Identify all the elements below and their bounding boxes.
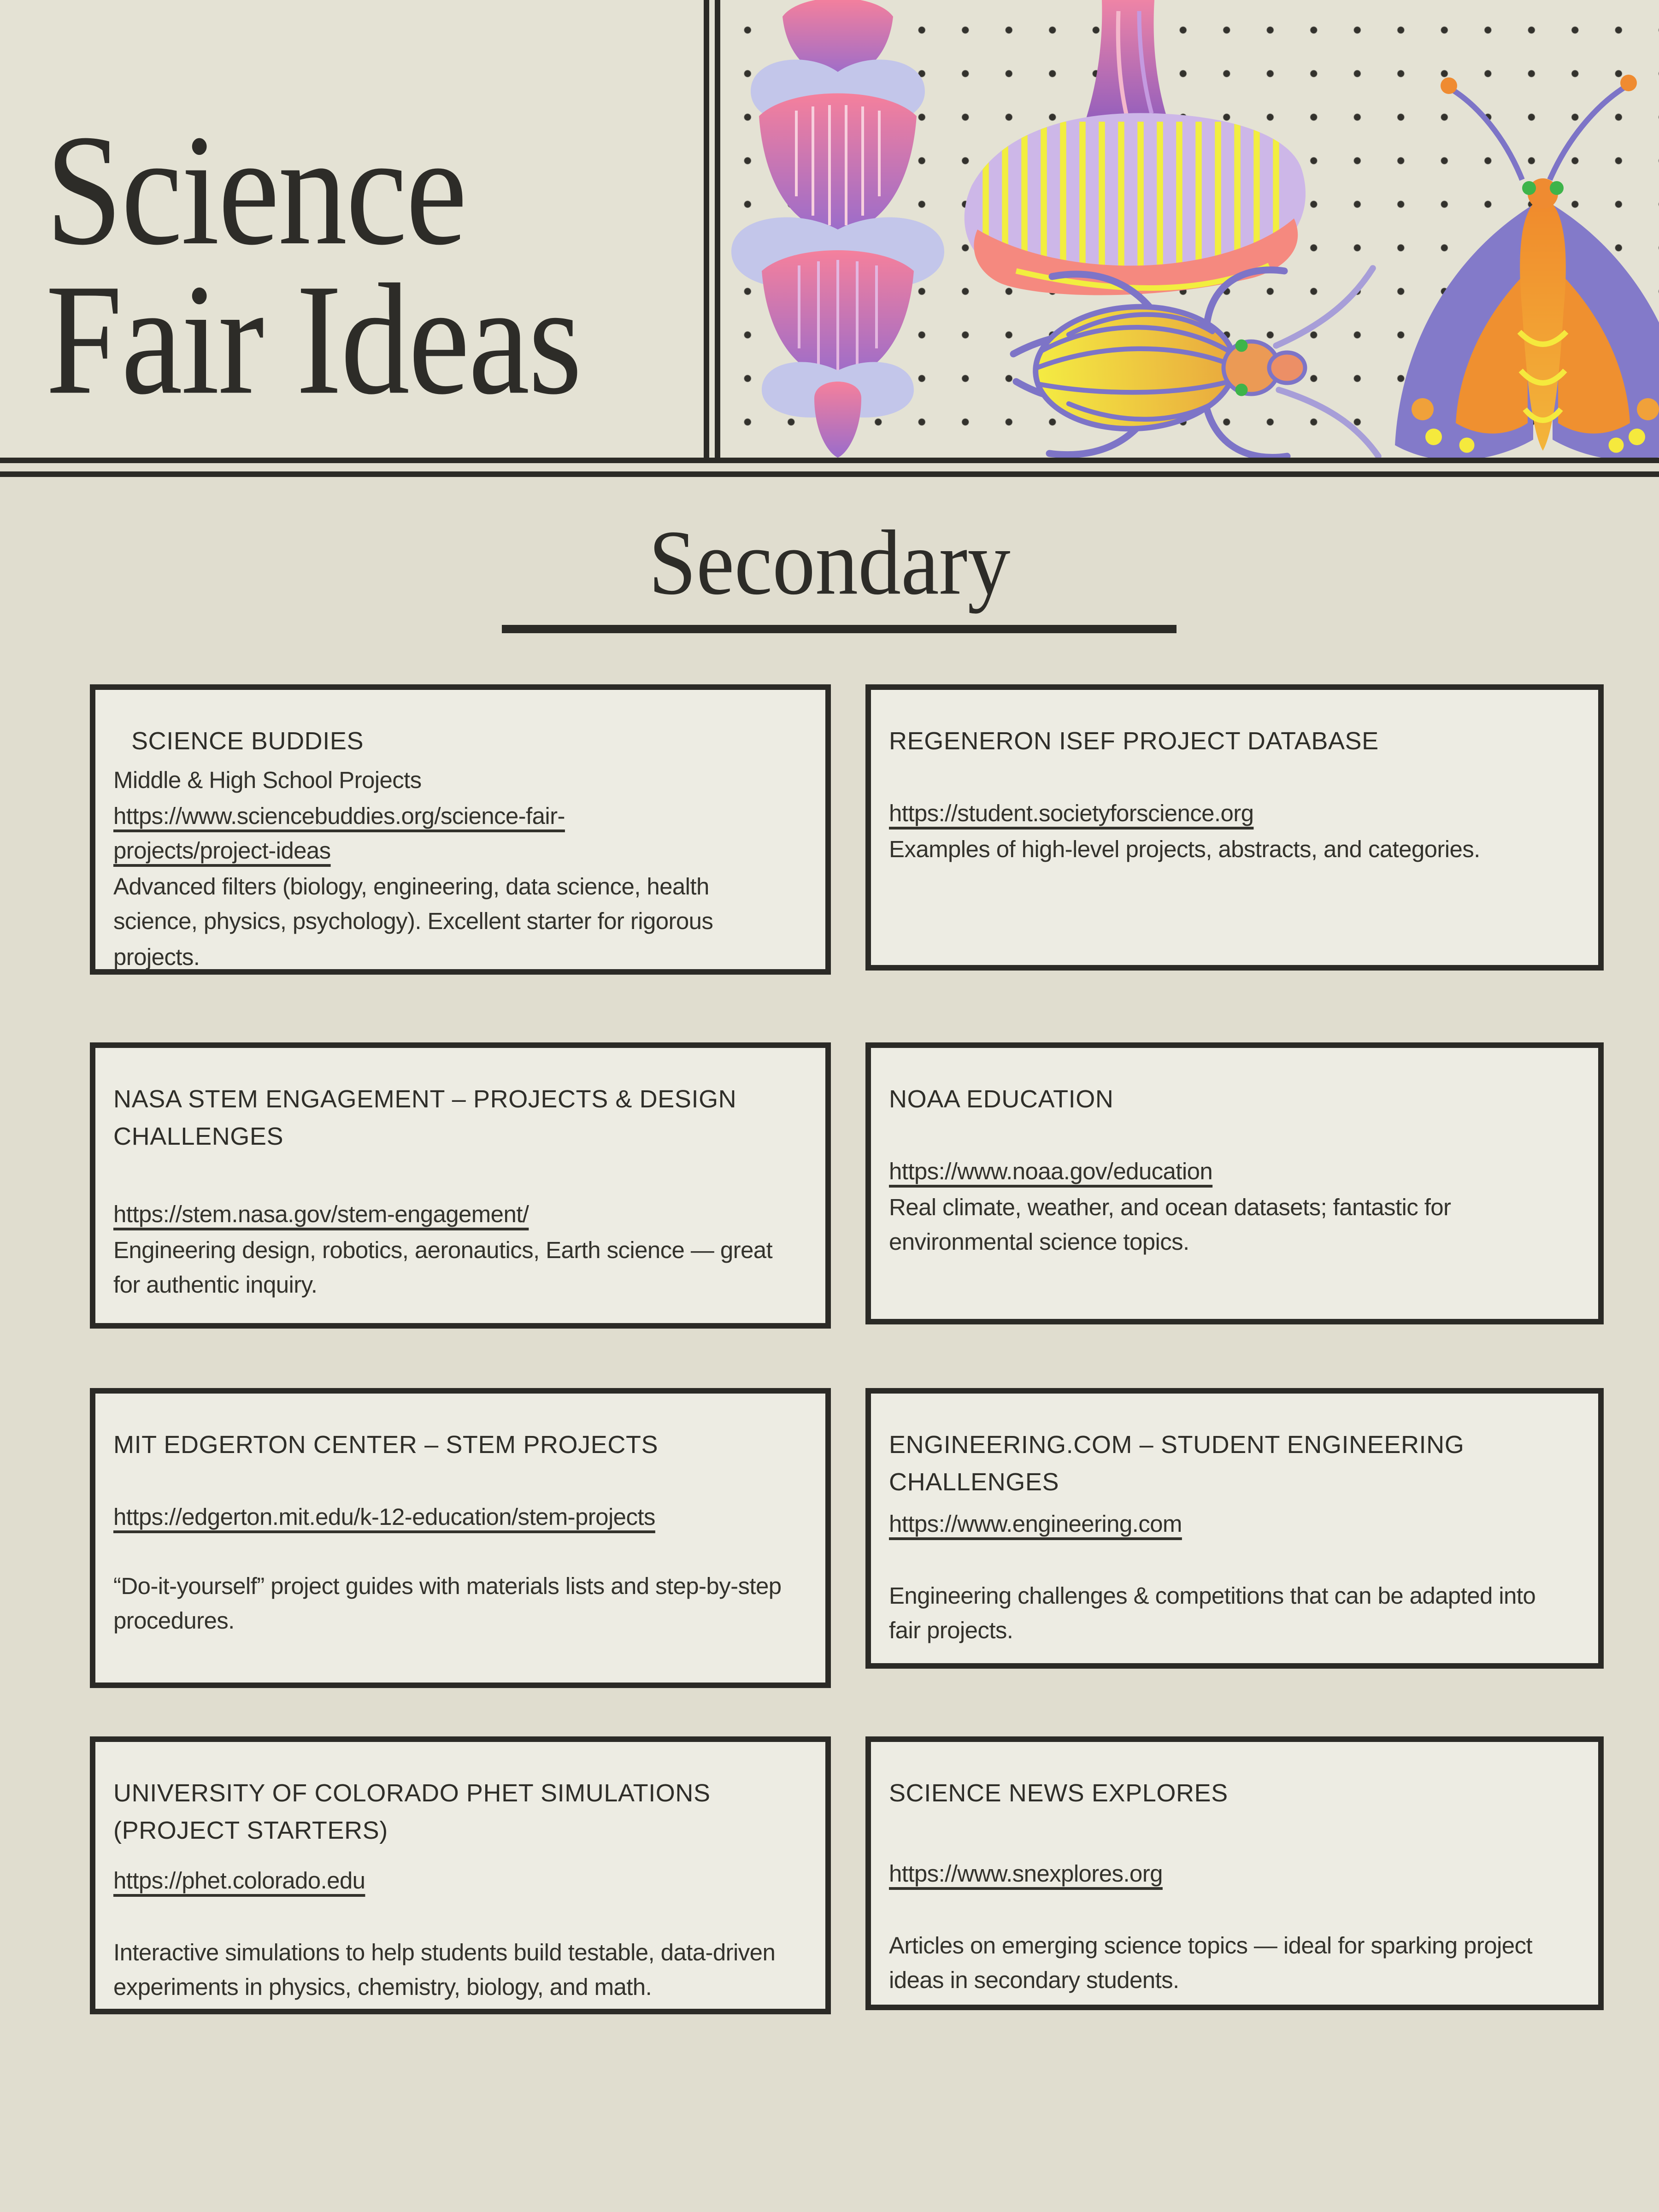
card-title: NOAA EDUCATION bbox=[889, 1085, 1114, 1113]
flat-mushroom-icon bbox=[965, 0, 1306, 295]
card-nasa-stem bbox=[90, 1042, 831, 1329]
card-description: Advanced filters (biology, engineering, data science, health science, physics, psychology). Excellent starter for rigorous projects. bbox=[113, 873, 713, 970]
card-title: NASA STEM ENGAGEMENT – PROJECTS & DESIGN CHALLENGES bbox=[113, 1085, 737, 1150]
page-title bbox=[46, 101, 581, 428]
card-title: SCIENCE BUDDIES bbox=[131, 727, 364, 755]
header-artwork bbox=[720, 0, 1659, 458]
card-phet-simulations bbox=[90, 1736, 831, 2014]
card-title: MIT EDGERTON CENTER – STEM PROJECTS bbox=[113, 1431, 659, 1459]
card-description: Engineering design, robotics, aeronautics, Earth science — great for authentic inquiry. bbox=[113, 1236, 773, 1298]
section-heading-underline bbox=[502, 625, 1177, 633]
science-buddies-link[interactable]: https://www.sciencebuddies.org/science-fair-projects/project-ideas bbox=[113, 802, 565, 864]
science-news-explores-link[interactable]: https://www.snexplores.org bbox=[889, 1861, 1163, 1887]
card-description: Articles on emerging science topics — ideal for sparking project ideas in secondary students. bbox=[889, 1932, 1532, 1994]
card-noaa-education bbox=[865, 1042, 1604, 1324]
card-title: UNIVERSITY OF COLORADO PHET SIMULATIONS (PROJECT STARTERS) bbox=[113, 1779, 711, 1844]
header-rule-bottom bbox=[0, 471, 1659, 477]
section-heading: Secondary bbox=[648, 513, 1011, 615]
beetle-icon bbox=[1013, 268, 1378, 458]
card-engineering-com bbox=[865, 1388, 1604, 1669]
header-divider-line-1 bbox=[704, 0, 709, 458]
card-regeneron-isef bbox=[865, 684, 1604, 971]
card-description: Real climate, weather, and ocean datasets; fantastic for environmental science topics. bbox=[889, 1194, 1451, 1255]
noaa-education-link[interactable]: https://www.noaa.gov/education bbox=[889, 1159, 1213, 1185]
card-title: REGENERON ISEF PROJECT DATABASE bbox=[889, 727, 1379, 755]
engineering-com-link[interactable]: https://www.engineering.com bbox=[889, 1511, 1182, 1537]
card-description: “Do-it-yourself” project guides with materials lists and step-by-step procedures. bbox=[113, 1572, 782, 1634]
mushroom-stack-icon bbox=[731, 0, 944, 458]
insects-mushrooms-illustration bbox=[720, 0, 1659, 458]
card-science-buddies bbox=[90, 684, 831, 975]
poster-header bbox=[0, 0, 1659, 458]
page-title-line1: Science bbox=[46, 101, 466, 278]
card-description: Examples of high-level projects, abstracts, and categories. bbox=[889, 835, 1480, 862]
card-title: ENGINEERING.COM – STUDENT ENGINEERING CHALLENGES bbox=[889, 1431, 1465, 1496]
card-science-news-explores bbox=[865, 1736, 1604, 2010]
header-rule-top bbox=[0, 458, 1659, 463]
butterfly-icon bbox=[1395, 75, 1659, 458]
header-divider-line-2 bbox=[715, 0, 720, 458]
card-mit-edgerton bbox=[90, 1388, 831, 1688]
nasa-stem-link[interactable]: https://stem.nasa.gov/stem-engagement/ bbox=[113, 1201, 529, 1228]
card-description: Engineering challenges & competitions that can be adapted into fair projects. bbox=[889, 1582, 1536, 1644]
regeneron-isef-link[interactable]: https://student.societyforscience.org bbox=[889, 800, 1254, 827]
card-description: Interactive simulations to help students build testable, data-driven experiments in physics, chemistry, biology, and math. bbox=[113, 1939, 776, 2000]
card-subtitle: Middle & High School Projects bbox=[113, 767, 422, 794]
mit-edgerton-link[interactable]: https://edgerton.mit.edu/k-12-education/stem-projects bbox=[113, 1504, 655, 1530]
card-title: SCIENCE NEWS EXPLORES bbox=[889, 1779, 1228, 1807]
page-title-line2: Fair Ideas bbox=[46, 251, 581, 428]
phet-simulations-link[interactable]: https://phet.colorado.edu bbox=[113, 1868, 365, 1894]
